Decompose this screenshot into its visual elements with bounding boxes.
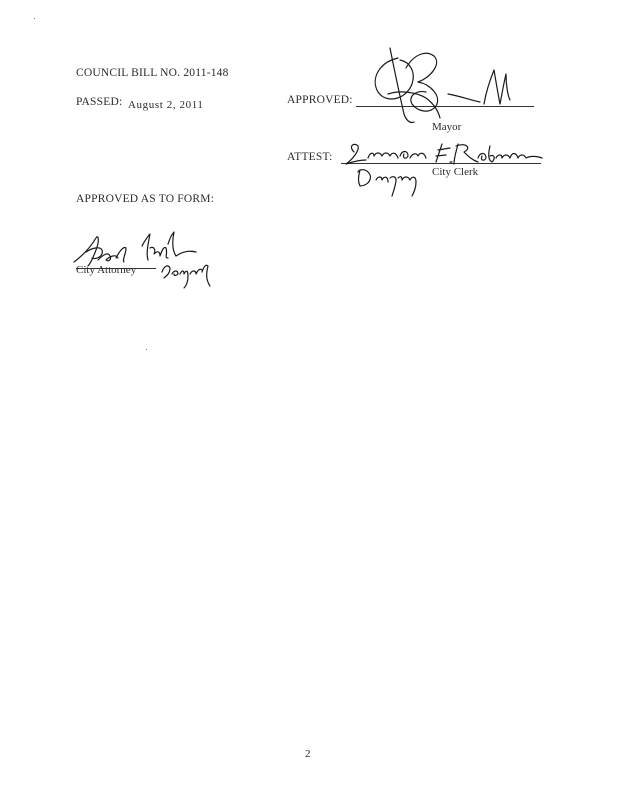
city-attorney-title: City Attorney [76,264,137,276]
page-number: 2 [305,748,311,760]
clerk-deputy-handwriting [354,164,424,200]
speck [146,349,147,350]
council-bill-number: COUNCIL BILL NO. 2011-148 [76,67,229,79]
passed-date: August 2, 2011 [128,99,204,111]
attest-label: ATTEST: [287,151,333,163]
speck [34,18,35,19]
mayor-title: Mayor [432,121,462,133]
attorney-deputy-handwriting [158,258,218,294]
approved-label: APPROVED: [287,94,353,106]
approved-as-to-form-label: APPROVED AS TO FORM: [76,193,215,205]
city-clerk-title: City Clerk [432,166,479,178]
passed-label: PASSED: [76,96,123,108]
